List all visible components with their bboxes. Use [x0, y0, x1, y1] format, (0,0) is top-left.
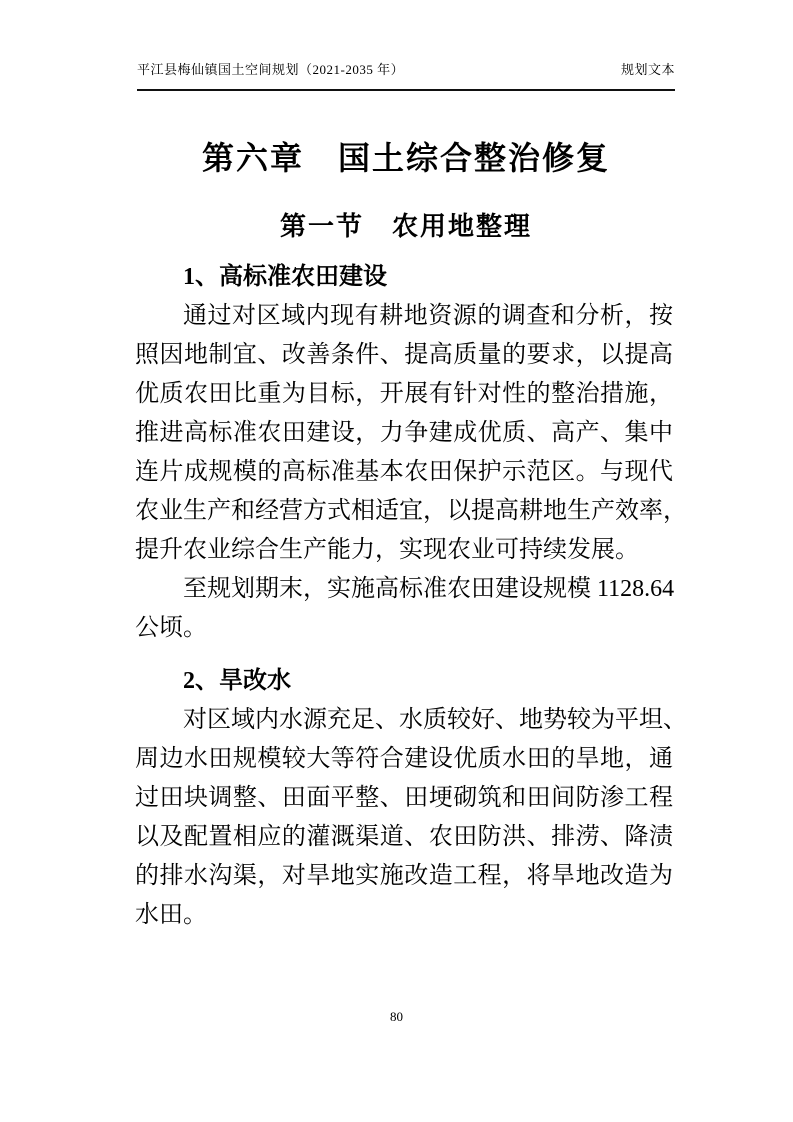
text-line: 过田块调整、田面平整、田埂砌筑和田间防渗工程 [135, 785, 673, 811]
document-body [135, 258, 687, 935]
text-line: 推进高标准农田建设，力争建成优质、高产、集中 [135, 420, 673, 446]
subsection-high-standard-farmland [135, 258, 687, 648]
text-line: 水田。 [135, 902, 207, 928]
text-line: 周边水田规模较大等符合建设优质水田的旱地，通 [135, 746, 673, 772]
text-line: 提升农业综合生产能力，实现农业可持续发展。 [135, 537, 639, 563]
section-title: 第一节 农用地整理 [279, 212, 532, 241]
text-line: 优质农田比重为目标，开展有针对性的整治措施， [135, 381, 673, 407]
paragraph [135, 701, 687, 935]
subsection-paragraphs [135, 297, 687, 648]
paragraph [135, 297, 687, 570]
text-line: 至规划期末，实施高标准农田建设规模 1128.64 [183, 576, 675, 602]
header-right-label: 规划文本 [620, 62, 675, 77]
subsection-dryland-to-paddy [135, 662, 687, 935]
subsection-heading: 2、旱改水 [183, 668, 291, 694]
text-line: 照因地制宜、改善条件、提高质量的要求，以提高 [135, 342, 673, 368]
text-line: 农业生产和经营方式相适宜，以提高耕地生产效率， [135, 498, 687, 524]
text-line: 以及配置相应的灌溉渠道、农田防洪、排涝、降渍 [135, 824, 673, 850]
text-line: 对区域内水源充足、水质较好、地势较为平坦、 [183, 707, 687, 733]
text-line: 公顷。 [135, 615, 207, 641]
header-left-title: 平江县梅仙镇国土空间规划（2021-2035 年） [137, 62, 405, 77]
chapter-title: 第六章 国土综合整治修复 [201, 140, 610, 176]
page-number: 80 [390, 1009, 403, 1024]
subsection-heading: 1、高标准农田建设 [183, 264, 387, 290]
subsection-paragraphs [135, 701, 687, 935]
text-line: 通过对区域内现有耕地资源的调查和分析，按 [183, 303, 673, 329]
paragraph [135, 570, 673, 648]
page-header [137, 0, 675, 91]
text-line: 连片成规模的高标准基本农田保护示范区。与现代 [135, 459, 673, 485]
text-line: 的排水沟渠，对旱地实施改造工程，将旱地改造为 [135, 863, 673, 889]
